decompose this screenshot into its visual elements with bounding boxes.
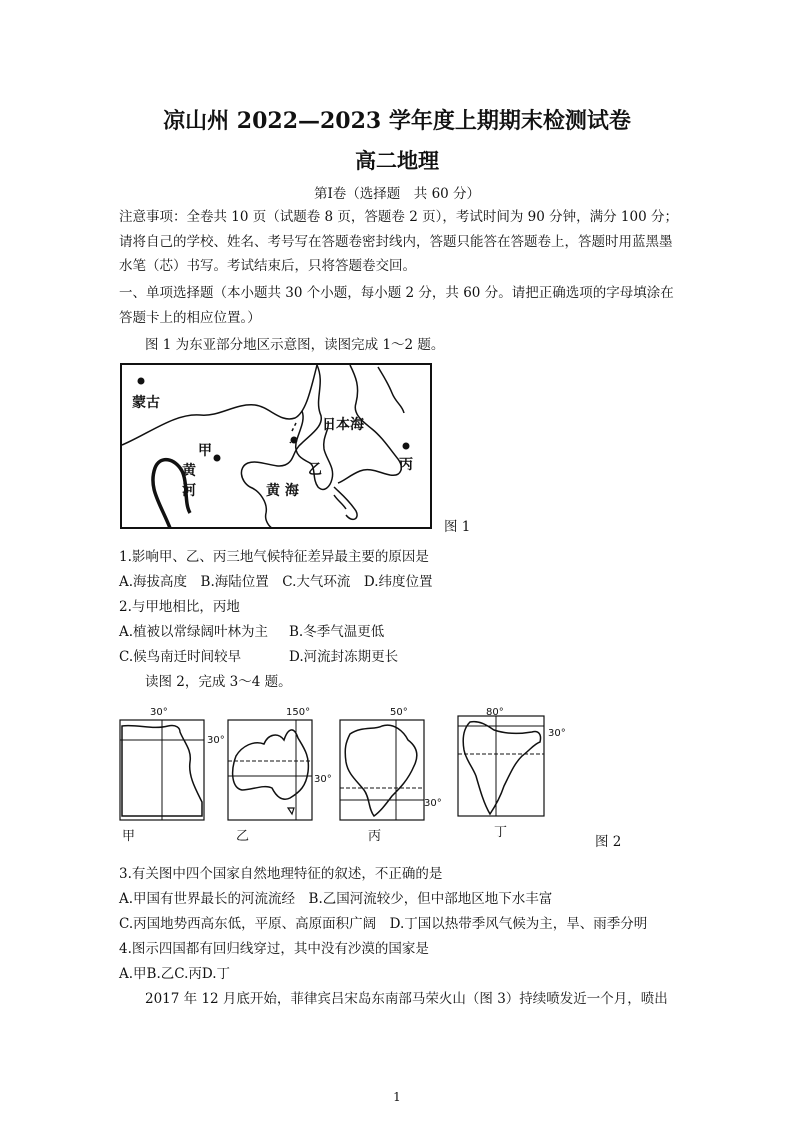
q2-option-b: B.冬季气温更低	[289, 624, 385, 640]
q4-options: A.甲B.乙C.丙D.丁	[119, 966, 231, 982]
label-jia: 甲	[198, 443, 212, 459]
label-yellow-river-1: 黄	[182, 463, 196, 479]
fig2-intro: 读图 2，完成 3～4 题。	[145, 674, 292, 690]
subject-title: 高二地理	[355, 148, 439, 173]
notice-paragraph: 注意事项：全卷共 10 页（试题卷 8 页，答题卷 2 页），考试时间为 90 分钟，满分 100 分；请将自己的学校、姓名、考号写在答题卷密封线内，答题只能答在答题卷上，答题时用蓝黑墨水笔（芯）书写。考试结束后，只将答题卷交回。	[119, 209, 678, 274]
q5-intro: 2017 年 12 月底开始，菲律宾吕宋岛东南部马荣火山（图 3）持续喷发近一个月，喷出	[145, 991, 668, 1007]
figure-2-maps	[118, 704, 588, 844]
part-heading: 第Ⅰ卷（选择题 共 60 分）	[313, 186, 481, 202]
map-bing	[340, 707, 442, 844]
map-yi	[228, 707, 332, 844]
label-yellow-sea: 黄 海	[266, 483, 299, 499]
map-yi-lon: 150°	[286, 707, 311, 718]
map-bing-name: 丙	[368, 829, 382, 844]
q2-option-c: C.候鸟南迁时间较早	[119, 649, 242, 665]
map-yi-name: 乙	[236, 829, 250, 844]
four-country-maps	[118, 704, 588, 844]
q2-stem: 2.与甲地相比，丙地	[119, 599, 240, 615]
figure-2-caption: 图 2	[595, 834, 622, 850]
map-jia-name: 甲	[122, 829, 136, 844]
map-jia-lon: 30°	[150, 707, 168, 718]
figure-1-map	[120, 363, 432, 529]
figure-1-caption: 图 1	[444, 519, 471, 535]
q1-stem: 1.影响甲、乙、丙三地气候特征差异最主要的原因是	[119, 549, 429, 565]
map-bing-lat: 30°	[424, 798, 442, 809]
q3-options-line1: A.甲国有世界最长的河流流经 B.乙国河流较少，但中部地区地下水丰富	[119, 891, 553, 907]
map-bing-lon: 50°	[390, 707, 408, 718]
exam-title: 凉山州 2022—2023 学年度上期期末检测试卷	[163, 108, 631, 134]
map-ding-lat: 30°	[548, 728, 566, 739]
label-mongolia: 蒙古	[132, 395, 160, 411]
map-jia-lat: 30°	[207, 735, 225, 746]
page-number: 1	[393, 1090, 401, 1104]
q4-stem: 4.图示四国都有回归线穿过，其中没有沙漠的国家是	[119, 941, 429, 957]
fig1-intro: 图 1 为东亚部分地区示意图，读图完成 1～2 题。	[145, 337, 445, 353]
section-heading: 一、单项选择题（本小题共 30 个小题，每小题 2 分，共 60 分。请把正确选项的字母填涂在答题卡上的相应位置。）	[119, 285, 674, 326]
q3-stem: 3.有关图中四个国家自然地理特征的叙述，不正确的是	[119, 866, 443, 882]
east-asia-map	[120, 363, 432, 529]
map-ding-name: 丁	[494, 825, 508, 840]
map-ding	[458, 707, 566, 840]
q2-option-d: D.河流封冻期更长	[289, 649, 399, 665]
label-yi: 乙	[308, 462, 322, 478]
q3-options-line2: C.丙国地势西高东低，平原、高原面积广阔 D.丁国以热带季风气候为主，旱、雨季分明	[119, 916, 648, 932]
label-sea-of-japan: 日本海	[322, 417, 364, 433]
label-bing: 丙	[399, 457, 413, 473]
q1-options: A.海拔高度 B.海陆位置 C.大气环流 D.纬度位置	[119, 574, 433, 590]
map-ding-lon: 80°	[486, 707, 504, 718]
map-jia	[120, 707, 225, 844]
map-yi-lat: 30°	[314, 774, 332, 785]
label-yellow-river-2: 河	[182, 483, 196, 499]
q2-option-a: A.植被以常绿阔叶林为主	[119, 624, 269, 640]
